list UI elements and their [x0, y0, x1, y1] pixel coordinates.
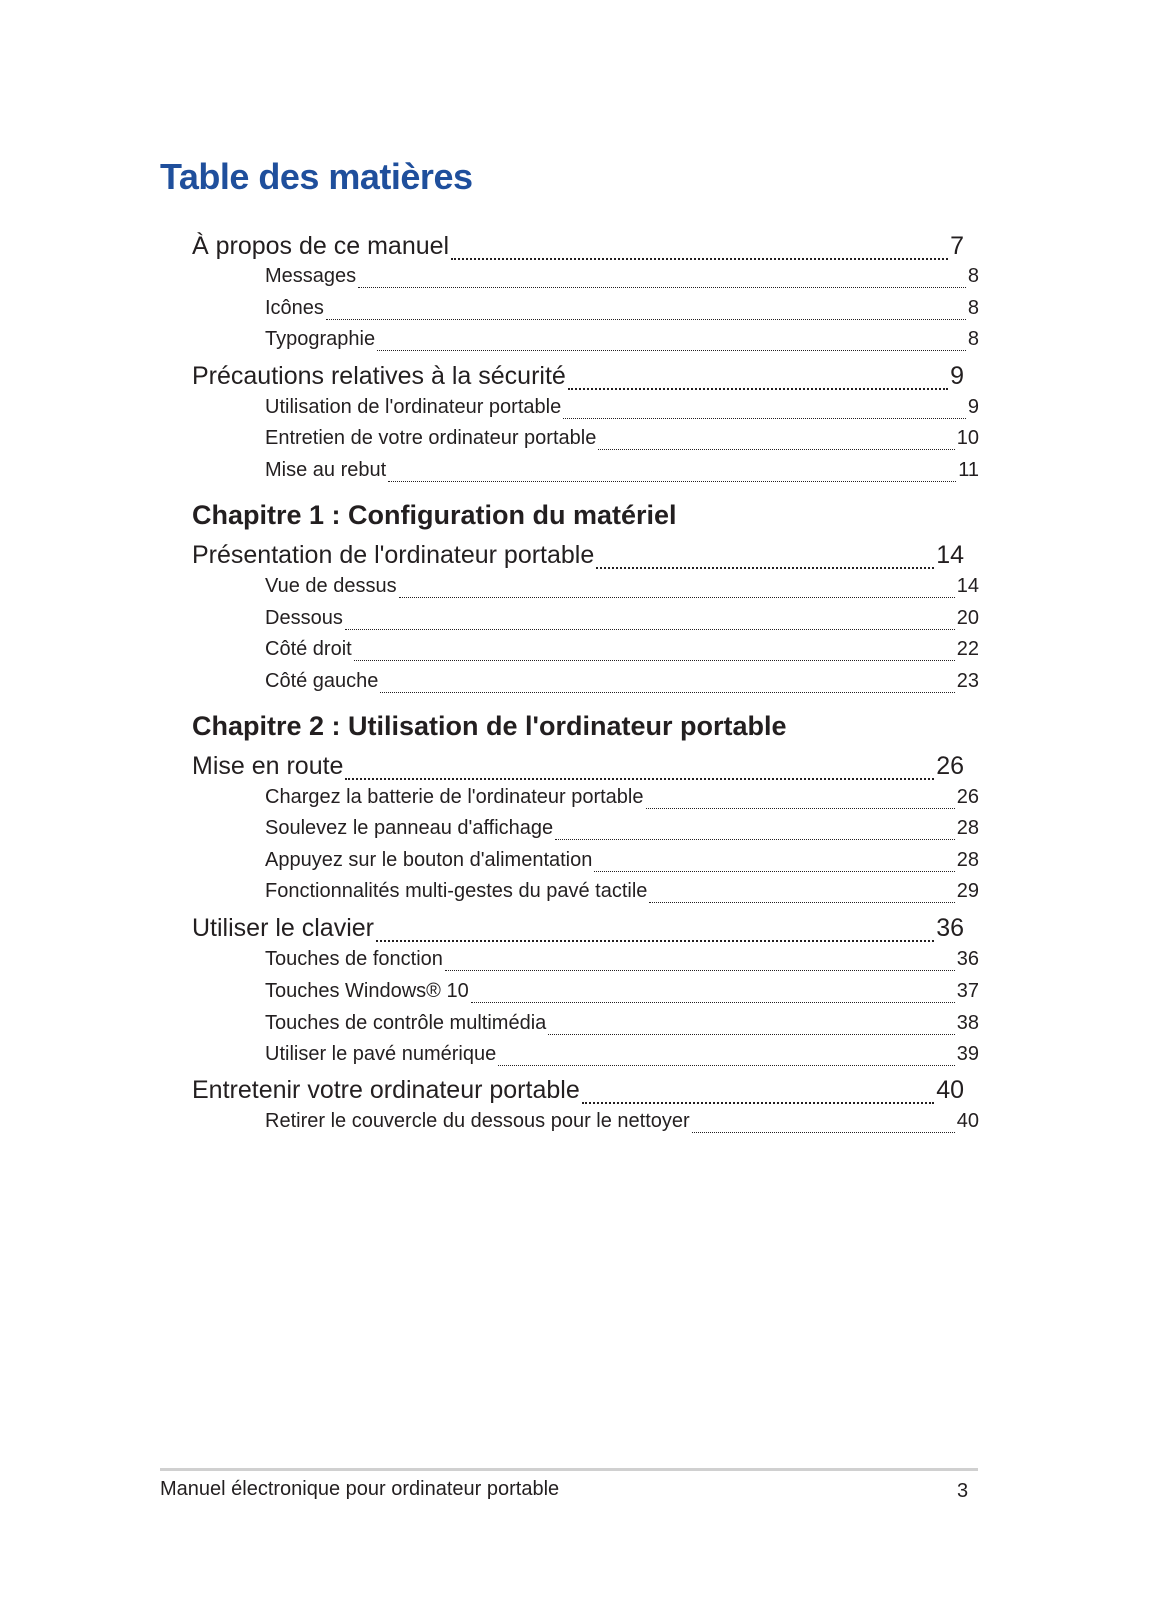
dot-leader	[498, 1064, 955, 1066]
toc-entry-label: Retirer le couvercle du dessous pour le nettoyer	[265, 1110, 690, 1132]
chapter-heading: Chapitre 2 : Utilisation de l'ordinateur portable	[192, 711, 787, 741]
toc-entry-label: Touches Windows® 10	[265, 980, 469, 1002]
dot-leader	[326, 318, 966, 320]
toc-entry-page-number: 23	[956, 670, 979, 692]
toc-entry-label: Côté gauche	[265, 670, 379, 692]
toc-entry-label: Chargez la batterie de l'ordinateur portable	[265, 786, 644, 808]
footer-page-number: 3	[957, 1480, 969, 1502]
toc-subsection-entry[interactable]	[265, 1043, 979, 1071]
toc-entry-label: Typographie	[265, 328, 376, 350]
toc-entry-page-number: 26	[936, 752, 964, 780]
toc-subsection-entry[interactable]	[265, 427, 979, 455]
dot-leader	[345, 628, 955, 630]
page-title: Table des matières	[160, 156, 473, 197]
dot-leader	[451, 257, 948, 260]
toc-entry-page-number: 40	[936, 1076, 964, 1104]
toc-entry-page-number: 28	[956, 817, 979, 839]
toc-entry-label: Mise au rebut	[265, 459, 387, 481]
toc-entry-page-number: 14	[956, 575, 979, 597]
toc-entry-label: À propos de ce manuel	[192, 232, 450, 260]
toc-entry-page-number: 38	[956, 1012, 979, 1034]
toc-entry-page-number: 8	[967, 265, 979, 287]
dot-leader	[345, 777, 934, 780]
toc-subsection-entry[interactable]	[265, 1110, 979, 1138]
dot-leader	[380, 691, 954, 693]
dot-leader	[548, 1033, 954, 1035]
toc-entry-label: Touches de contrôle multimédia	[265, 1012, 547, 1034]
toc-subsection-entry[interactable]	[265, 849, 979, 877]
chapter-heading: Chapitre 1 : Configuration du matériel	[192, 500, 677, 530]
dot-leader	[377, 349, 966, 351]
toc-entry-label: Utiliser le pavé numérique	[265, 1043, 497, 1065]
toc-entry-page-number: 40	[956, 1110, 979, 1132]
toc-section-entry[interactable]	[192, 1076, 964, 1110]
toc-subsection-entry[interactable]	[265, 265, 979, 293]
toc-subsection-entry[interactable]	[265, 297, 979, 325]
toc-entry-label: Présentation de l'ordinateur portable	[192, 541, 595, 569]
toc-entry-label: Touches de fonction	[265, 948, 443, 970]
toc-entry-label: Mise en route	[192, 752, 344, 780]
dot-leader	[649, 901, 954, 903]
toc-entry-page-number: 20	[956, 607, 979, 629]
toc-subsection-entry[interactable]	[265, 1012, 979, 1040]
toc-entry-page-number: 39	[956, 1043, 979, 1065]
toc-subsection-entry[interactable]	[265, 980, 979, 1008]
toc-entry-label: Appuyez sur le bouton d'alimentation	[265, 849, 593, 871]
dot-leader	[596, 566, 934, 569]
toc-entry-page-number: 11	[958, 459, 979, 481]
toc-section-entry[interactable]	[192, 541, 964, 575]
toc-entry-label: Entretenir votre ordinateur portable	[192, 1076, 580, 1104]
toc-subsection-entry[interactable]	[265, 459, 979, 487]
toc-entry-page-number: 9	[967, 396, 979, 418]
dot-leader	[388, 480, 956, 482]
dot-leader	[445, 969, 955, 971]
toc-entry-label: Fonctionnalités multi-gestes du pavé tactile	[265, 880, 648, 902]
dot-leader	[376, 939, 934, 942]
dot-leader	[563, 417, 966, 419]
toc-subsection-entry[interactable]	[265, 328, 979, 356]
toc-subsection-entry[interactable]	[265, 817, 979, 845]
footer-title: Manuel électronique pour ordinateur portable	[160, 1478, 560, 1500]
footer-divider	[160, 1468, 978, 1471]
dot-leader	[399, 596, 955, 598]
dot-leader	[555, 838, 955, 840]
toc-entry-page-number: 9	[950, 362, 964, 390]
dot-leader	[358, 286, 966, 288]
toc-subsection-entry[interactable]	[265, 786, 979, 814]
dot-leader	[692, 1131, 955, 1133]
toc-entry-label: Utiliser le clavier	[192, 914, 374, 942]
toc-subsection-entry[interactable]	[265, 948, 979, 976]
toc-section-entry[interactable]	[192, 752, 964, 786]
dot-leader	[354, 659, 955, 661]
toc-entry-label: Entretien de votre ordinateur portable	[265, 427, 597, 449]
toc-entry-label: Utilisation de l'ordinateur portable	[265, 396, 562, 418]
toc-entry-page-number: 29	[956, 880, 979, 902]
toc-entry-page-number: 22	[956, 638, 979, 660]
toc-entry-label: Côté droit	[265, 638, 352, 660]
toc-entry-label: Soulevez le panneau d'affichage	[265, 817, 554, 839]
dot-leader	[646, 807, 955, 809]
dot-leader	[568, 387, 948, 390]
toc-entry-page-number: 8	[967, 328, 979, 350]
toc-subsection-entry[interactable]	[265, 607, 979, 635]
toc-entry-page-number: 7	[950, 232, 964, 260]
toc-entry-page-number: 10	[956, 427, 979, 449]
toc-entry-page-number: 36	[956, 948, 979, 970]
toc-entry-label: Vue de dessus	[265, 575, 397, 597]
toc-subsection-entry[interactable]	[265, 575, 979, 603]
toc-entry-label: Dessous	[265, 607, 343, 629]
toc-entry-page-number: 8	[967, 297, 979, 319]
toc-entry-page-number: 26	[956, 786, 979, 808]
dot-leader	[598, 448, 954, 450]
toc-section-entry[interactable]	[192, 232, 964, 266]
toc-subsection-entry[interactable]	[265, 396, 979, 424]
toc-section-entry[interactable]	[192, 362, 964, 396]
toc-entry-page-number: 28	[956, 849, 979, 871]
toc-subsection-entry[interactable]	[265, 880, 979, 908]
toc-section-entry[interactable]	[192, 914, 964, 948]
toc-entry-label: Messages	[265, 265, 357, 287]
toc-entry-page-number: 37	[956, 980, 979, 1002]
toc-subsection-entry[interactable]	[265, 638, 979, 666]
dot-leader	[594, 870, 954, 872]
toc-subsection-entry[interactable]	[265, 670, 979, 698]
dot-leader	[471, 1001, 955, 1003]
dot-leader	[582, 1101, 934, 1104]
toc-entry-page-number: 14	[936, 541, 964, 569]
toc-entry-label: Icônes	[265, 297, 324, 319]
toc-entry-label: Précautions relatives à la sécurité	[192, 362, 566, 390]
toc-entry-page-number: 36	[936, 914, 964, 942]
